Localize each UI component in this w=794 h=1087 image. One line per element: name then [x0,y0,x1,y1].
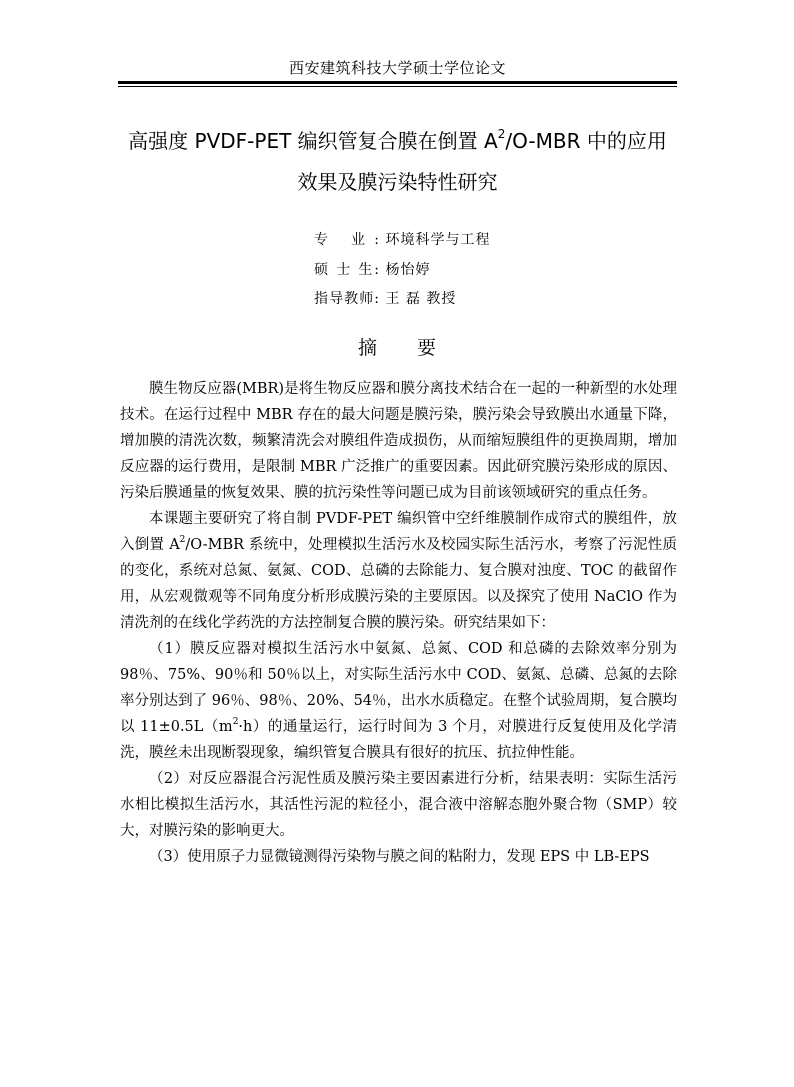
abstract-paragraph-3 [120,636,677,766]
abstract-body [120,376,677,870]
paragraph-3-tail: ·h）的通量运行，运行时间为 3 个月，对膜进行反复使用及化学清洗，膜丝未出现断裂现象，编织管复合膜具有很好的抗压、抗拉伸性能。 [120,719,678,761]
major-label: 专 业: [314,232,380,248]
abstract-paragraph-4: （2）对反应器混合污泥性质及膜污染主要因素进行分析，结果表明：实际生活污水相比模拟生活污水，其活性污泥的粒径小，混合液中溶解态胞外聚合物（SMP）较大，对膜污染的影响更大。 [120,771,677,839]
thesis-title-line-2: 效果及膜污染特性研究 [297,170,498,194]
paragraph-2-text: 本课题主要研究了将自制 PVDF-PET 编织管中空纤维膜制作成帘式的膜组件，放入倒置 A [120,511,677,553]
paragraph-3-text: （1）膜反应器对模拟生活污水中氨氮、总氮、COD 和总磷的去除效率分别为 98％、75%、90％和 50％以上，对实际生活污水中 COD、氨氮、总磷、总氮的去除率分别达到了 96％、98％、20%、54％，出水水质稳定。在整个试验周期，复合膜均以 11±0.5L（m [120,641,677,735]
title-line-1-tail: /O-MBR 中的应用 [505,129,667,153]
thesis-title-line-1 [100,127,695,155]
paragraph-3-superscript: 2 [232,717,239,728]
header-rule-thick [118,81,677,84]
title-line-1-text: 高强度 PVDF-PET 编织管复合膜在倒置 A [128,129,498,153]
meta-advisor [314,289,456,309]
meta-student [314,260,430,280]
student-value: 杨怡婷 [385,262,431,278]
header-rule-thin [118,86,677,87]
abstract-heading: 摘要 [357,337,476,359]
abstract-paragraph-2 [120,506,677,636]
running-header: 西安建筑科技大学硕士学位论文 [288,59,506,77]
abstract-paragraph-1: 膜生物反应器(MBR)是将生物反应器和膜分离技术结合在一起的一种新型的水处理技术。在运行过程中 MBR 存在的最大问题是膜污染，膜污染会导致膜出水通量下降，增加膜的清洗次数，频繁清洗会对膜组件造成损伤，从而缩短膜组件的更换周期，增加反应器的运行费用，是限制 MBR 广泛推广的重要因素。因此研究膜污染形成的原因、污染后膜通量的恢复效果、膜的抗污染性等问题已成为目前该领域研究的重点任务。 [120,381,677,501]
student-label: 硕 士 生: [314,262,380,278]
paragraph-2-tail: /O-MBR 系统中，处理模拟生活污水及校园实际生活污水，考察了污泥性质的变化，系统对总氮、氨氮、COD、总磷的去除能力、复合膜对浊度、TOC 的截留作用，从宏观微观等不同角度分析形成膜污染的主要原因。以及探究了使用 NaClO 作为清洗剂的在线化学药洗的方法控制复合膜的膜污染。研究结果如下： [120,537,677,631]
advisor-label: 指导教师: [314,291,380,307]
title-superscript: 2 [497,127,506,142]
abstract-paragraph-5: （3）使用原子力显微镜测得污染物与膜之间的粘附力，发现 EPS 中 LB-EPS [149,849,650,865]
major-value: 环境科学与工程 [385,232,491,248]
meta-major [314,230,490,250]
advisor-value: 王 磊 教授 [385,291,457,307]
paragraph-2-superscript: 2 [179,535,186,546]
